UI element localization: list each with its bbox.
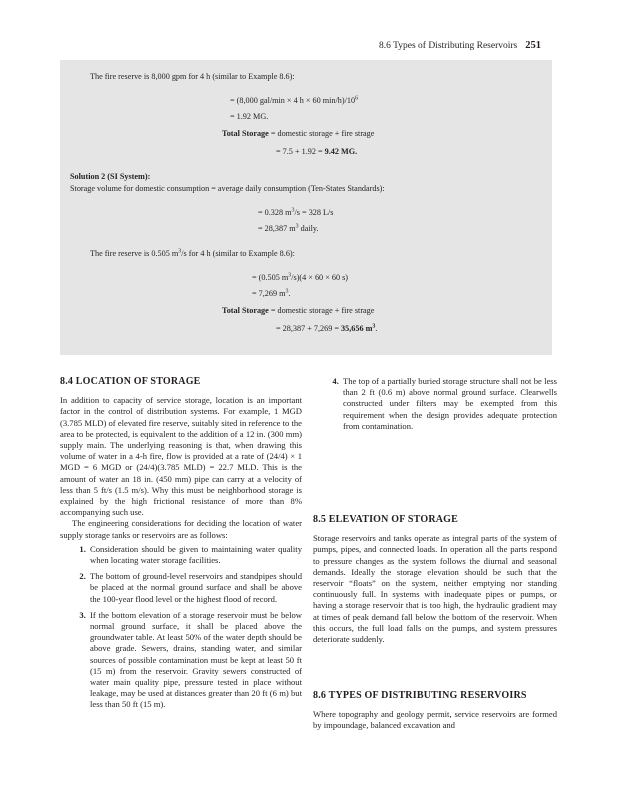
list-item: 4. The top of a partially buried storage structure shall not be less than 2 ft (0.6 m) above normal ground surface. Clearwells constructed under filters may be exempted from this requirement when the design provides adequate protection from contamination. bbox=[341, 376, 557, 432]
section-8-6-paragraph: Where topography and geology permit, service reservoirs are formed by impoundage, balanced excavation and bbox=[313, 709, 557, 731]
list-item: 2. The bottom of ground-level reservoirs and standpipes should be placed at the normal ground surface and shall be above the 100-year flood level or the highest flood of record. bbox=[88, 571, 302, 605]
location-considerations-list bbox=[60, 544, 302, 711]
equation-6: = (0.505 $m^3/s)(4 \times 60 \times 60$ s) bbox=[252, 272, 348, 282]
header-title: 8.6 Types of Distributing Reservoirs bbox=[379, 41, 518, 51]
page-number: 251 bbox=[525, 40, 541, 51]
running-header bbox=[379, 40, 541, 51]
equation-4: = 0.328 $m^3/s = 328$ L/s bbox=[258, 207, 334, 217]
left-column bbox=[60, 376, 302, 716]
total-storage-2: Total Storage = domestic storage + fire strage bbox=[222, 306, 375, 315]
section-8-4-heading: 8.4 LOCATION OF STORAGE bbox=[60, 376, 201, 387]
equation-7: = 7,269 $m^3$. bbox=[252, 288, 291, 298]
section-8-5-heading: 8.5 ELEVATION OF STORAGE bbox=[313, 514, 459, 525]
example-box bbox=[60, 60, 552, 355]
equation-1: = (8,000 gal/min × 4 h × 60 $\min/h)/10^6$ bbox=[230, 95, 359, 105]
section-8-6-heading: 8.6 TYPES OF DISTRIBUTING RESERVOIRS bbox=[313, 690, 527, 701]
fire-reserve-intro: The fire reserve is 8,000 gpm for 4 h (similar to Example 8.6): bbox=[90, 72, 295, 81]
storage-volume-text: Storage volume for domestic consumption = average daily consumption (Ten-States Standards): bbox=[70, 184, 385, 193]
fire-reserve-si: The fire reserve is 0.505 $m^3/s$ for 4 h (similar to Example 8.6): bbox=[90, 248, 295, 258]
total-storage-1: Total Storage = domestic storage + fire strage bbox=[222, 129, 375, 138]
section-8-4-paragraph-2: The engineering considerations for deciding the location of water supply storage tanks or reservoirs are as follows: bbox=[60, 518, 302, 540]
list-item: 1. Consideration should be given to maintaining water quality when locating water storage facilities. bbox=[88, 544, 302, 566]
list-item: 3. If the bottom elevation of a storage reservoir must be below normal ground surface, it shall be placed above the groundwater table. At least 50% of the water depth should be above grade. Sewers, drains, standing water, and similar sources of possible contamination must be kept at least 50 ft (15 m) from the reservoir. Gravity sewers constructed of water main quality pipe, pressure tested in place without leakage, may be used at distances greater than 20 ft (6 m) but less than 50 ft (15 m). bbox=[88, 610, 302, 711]
section-8-4-paragraph-1: In addition to capacity of service storage, location is an important factor in the control of distribution systems. For example, 1 MGD (3.785 MLD) of elevated fire reserve, suitably sited in reference to the area to be protected, is equivalent to the addition of a 12 in. (300 mm) supply main. The underlying reasoning is that, when drawing this volume of water in a 4-h fire, flow is provided at a rate of (24/4) × 1 MGD = 6 MGD or (24/4)(3.785 MLD) = 22.7 MLD. This is the amount of water an 18 in. (450 mm) pipe can carry at a velocity of less than 5 ft/s (1.5 m/s). Why this must be neighborhood storage is explained by the high frictional resistance of more than 8% accompanying such use. bbox=[60, 395, 302, 518]
equation-5: = 28,387 $m^3$ daily. bbox=[258, 223, 319, 233]
location-considerations-list-continued bbox=[313, 376, 557, 432]
equation-8: = 28,387 + 7,269 = 35,656 $m^3$. bbox=[276, 323, 378, 333]
solution-2-heading: Solution 2 (SI System): bbox=[70, 172, 151, 181]
section-8-6 bbox=[313, 690, 557, 732]
equation-3: = 7.5 + 1.92 = 9.42 MG. bbox=[276, 147, 358, 156]
right-column bbox=[313, 376, 557, 437]
equation-2: = 1.92 MG. bbox=[230, 112, 269, 121]
section-8-5 bbox=[313, 514, 557, 645]
section-8-5-paragraph: Storage reservoirs and tanks operate as integral parts of the system of pumps, pipes, and connected loads. In operation all the parts respond to pressure changes as the system follows the diurnal and seasonal demands. Ideally the storage elevation should be such that the reservoir “floats” on the system, neither emptying nor standing continuously full. In systems with inadequate pipes or pumps, or having a storage reservoir that is too high, the hydraulic gradient may at times of peak demand fall below the bottom of the reservoir. When this occurs, the full load falls on the pumps, and system pressures deteriorate suddenly. bbox=[313, 533, 557, 645]
